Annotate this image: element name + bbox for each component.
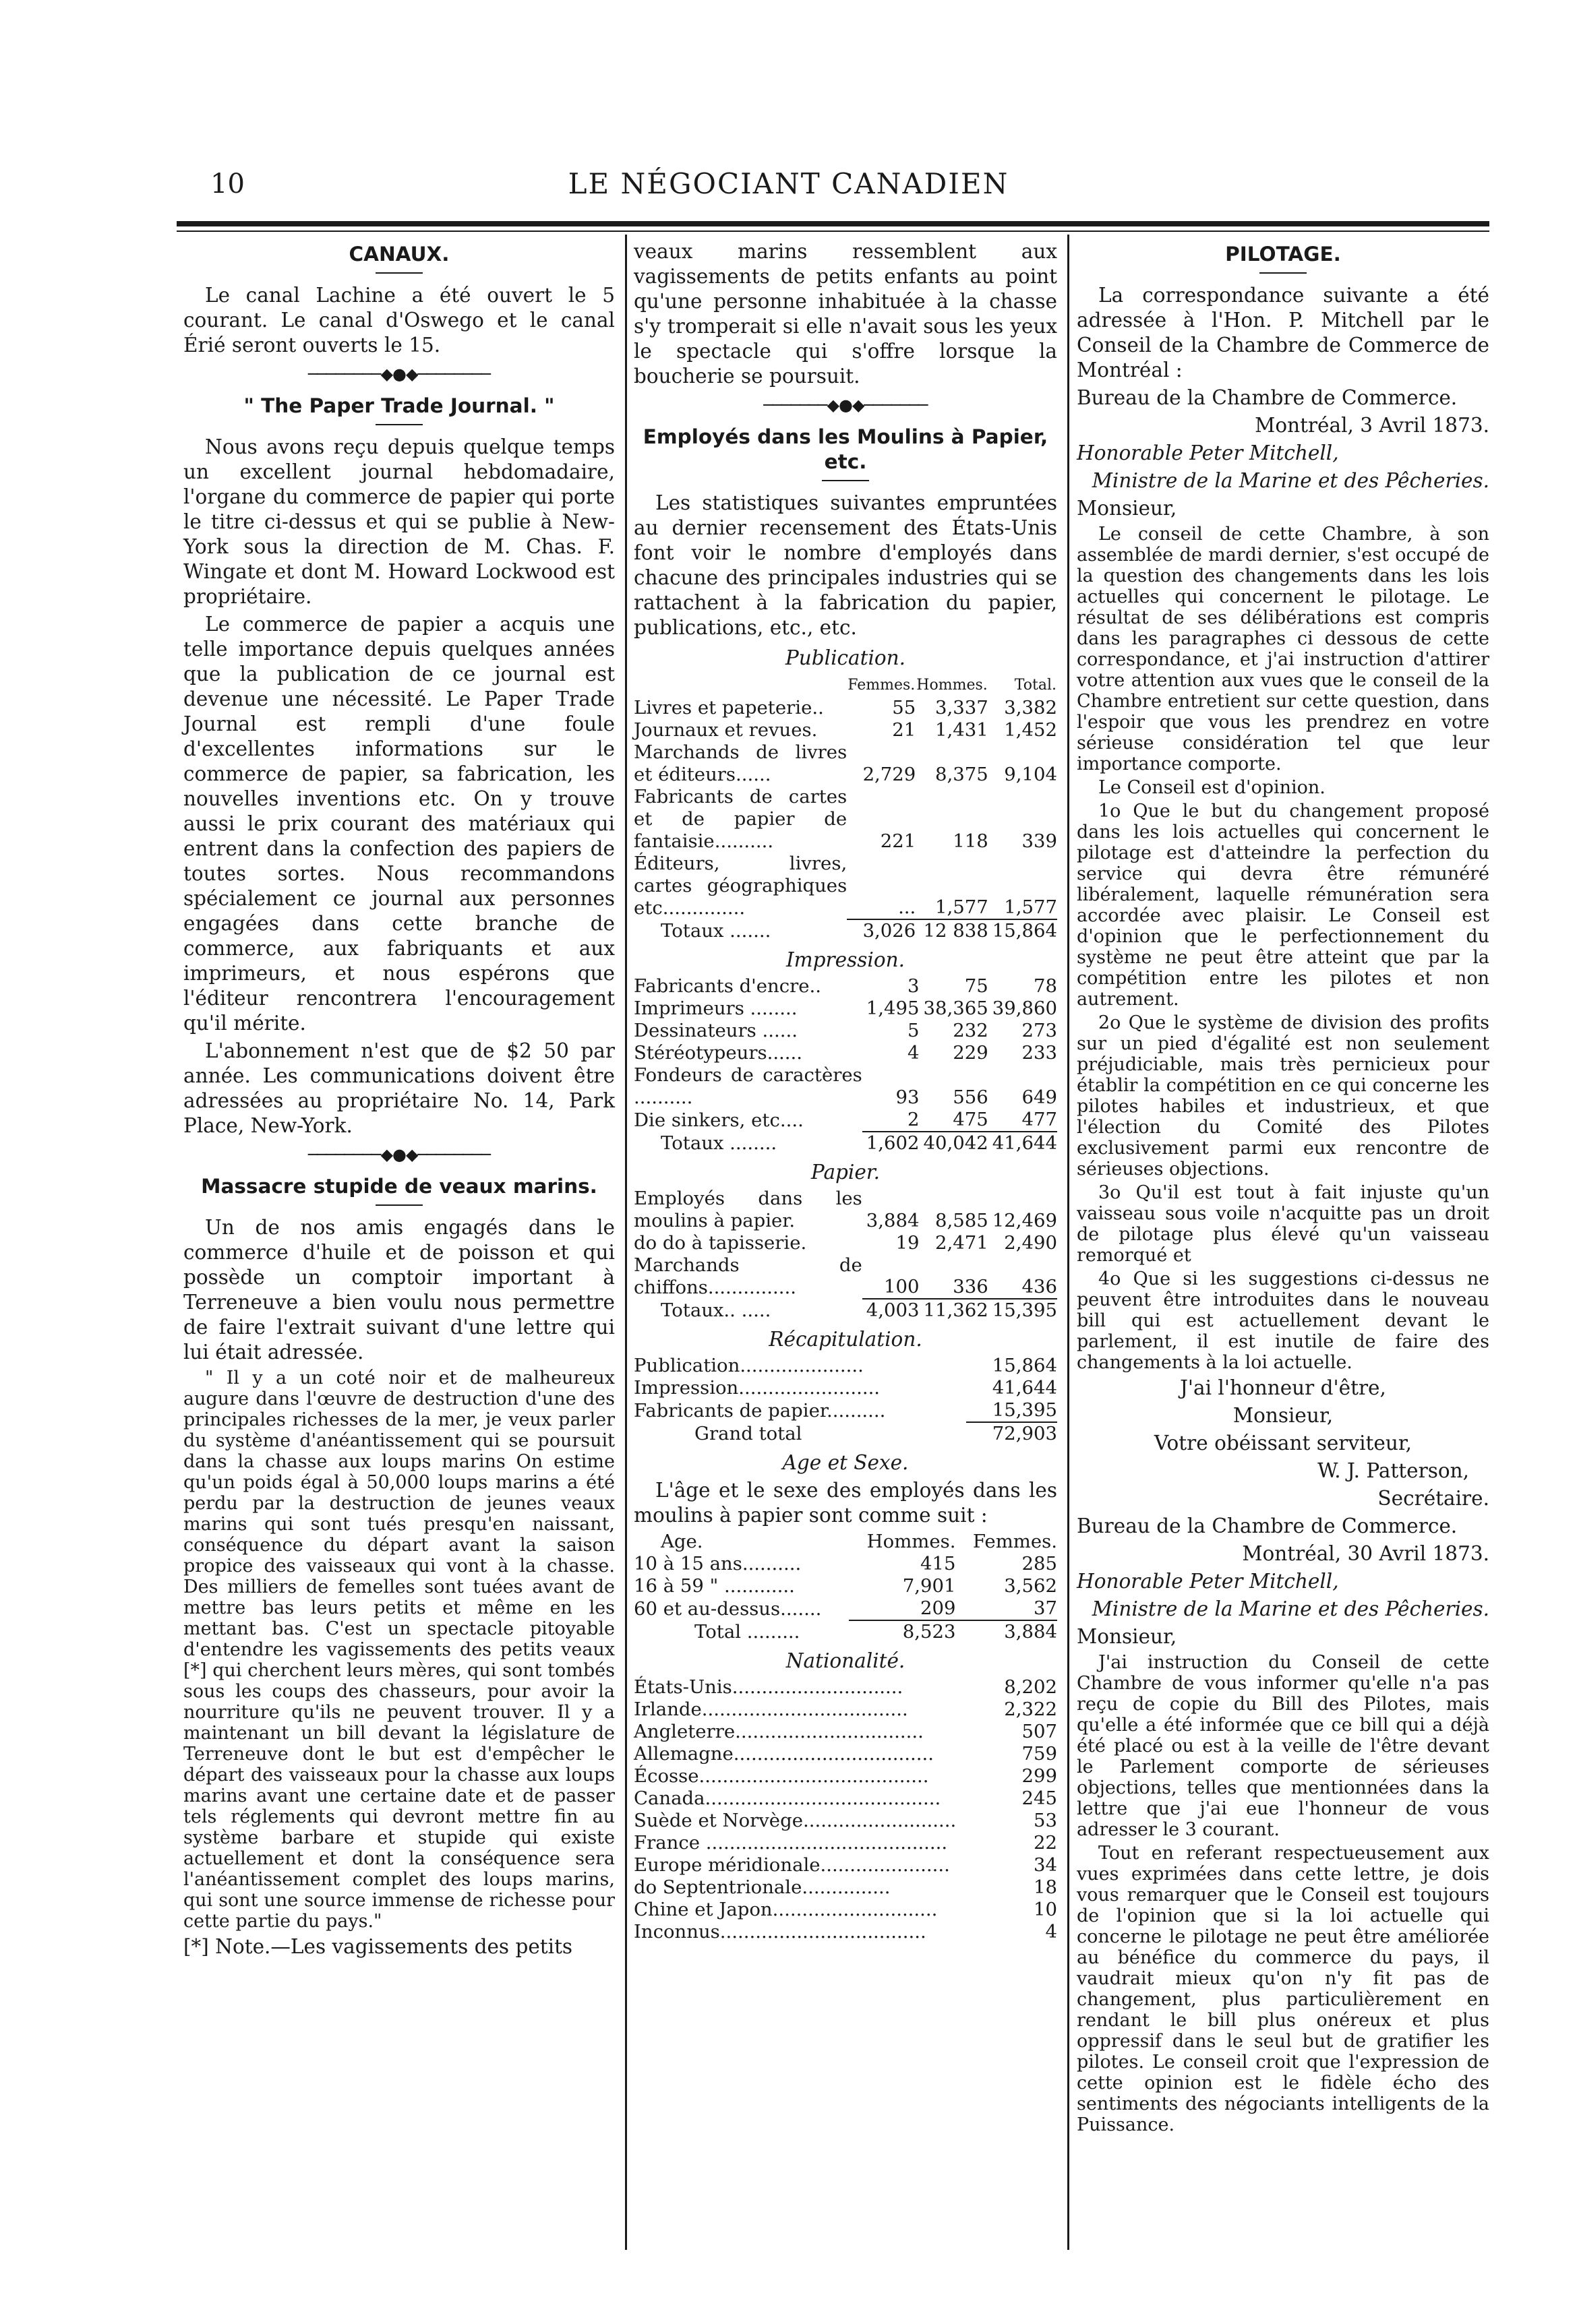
row-label: Marchands de chiffons............... [634, 1254, 862, 1298]
row-value-v: 8,202 [1004, 1676, 1057, 1698]
row-value-h: 229 [953, 1042, 988, 1064]
totals-label: Totaux.. ..... [661, 1299, 771, 1321]
section-nationalite: Nationalité. [785, 1649, 905, 1672]
ptj-paragraph-1: Nous avons reçu depuis quelque temps un excellent journal hebdomadaire, l'organe du commerce de papier qui porte le titre ci-dessus et qui se publie à New-York sous la direction de M. Chas. F. Wingate et dont M. Howard Lockwood est propriétaire. [183, 435, 615, 608]
row-label: 16 à 59 " ............ [634, 1575, 795, 1597]
massacre-title: Massacre stupide de veaux marins. [201, 1175, 597, 1198]
table-row [634, 1699, 1057, 1721]
closing-line: J'ai l'honneur d'être, [1180, 1376, 1386, 1399]
row-value-t: 233 [1021, 1042, 1057, 1064]
age-intro: L'âge et le sexe des employés dans les moulins à papier sont comme suit : [634, 1479, 1057, 1527]
ptj-title: " The Paper Trade Journal. " [243, 394, 555, 417]
table-row [634, 1064, 1057, 1109]
salutation: Monsieur, [1077, 497, 1177, 520]
table-row [634, 1787, 1057, 1810]
table-row [634, 741, 1057, 786]
row-value-h: 336 [953, 1276, 988, 1297]
row-value-f: 5 [907, 1020, 920, 1041]
employes-intro: Les statistiques suivantes empruntées au dernier recensement des États-Unis font voir le nombre d'employés dans chacune des principales industries qui se rattachent à la fabrication du papier, publications, etc., etc. [634, 491, 1057, 639]
age-total-hommes: 8,523 [849, 1620, 955, 1643]
row-value-h: 75 [964, 975, 988, 997]
row-value-t: 1,452 [1004, 719, 1057, 741]
row-label: Publication..................... [634, 1355, 864, 1376]
pilotage-title: PILOTAGE. [1225, 243, 1341, 266]
column-divider-2 [1067, 235, 1069, 2250]
addressee-title: Ministre de la Marine et des Pêcheries. [1092, 1597, 1489, 1620]
continued-text: veaux marins ressemblent aux vagissements de petits enfants au point qu'une personne inhabituée à la chasse s'y tromperait si elle n'avait sous les yeux le spectacle qui s'offre lorsque la boucherie se poursuit. [634, 240, 1057, 388]
row-value-h: 209 [920, 1597, 956, 1619]
section-publication: Publication. [785, 646, 906, 669]
row-value-v: 4 [1045, 1921, 1057, 1943]
col-header-total: Total. [1014, 677, 1057, 694]
bureau-line: Bureau de la Chambre de Commerce. [1077, 1515, 1458, 1537]
row-value-v: 2,322 [1004, 1699, 1057, 1720]
addressee-name: Honorable Peter Mitchell, [1077, 441, 1339, 464]
table-row [634, 1832, 1057, 1854]
row-value-v: 22 [1034, 1832, 1057, 1854]
table-row [634, 1810, 1057, 1832]
total-femmes: 4,003 [862, 1299, 920, 1322]
column-3 [1077, 239, 1489, 2138]
row-label: États-Unis............................. [634, 1676, 903, 1698]
totals-label: Totaux ........ [661, 1132, 777, 1154]
page-number: 10 [210, 169, 245, 200]
row-value-h: 3,337 [935, 697, 988, 718]
row-value-t: 2,490 [1004, 1232, 1057, 1254]
row-value-t: 477 [1021, 1109, 1057, 1130]
row-label: Fabricants d'encre.. [634, 975, 822, 997]
row-value-h: 118 [953, 830, 988, 852]
row-value-v: 15,864 [992, 1355, 1057, 1376]
closing-line: Votre obéissant serviteur, [1154, 1432, 1412, 1455]
papier-table [634, 1188, 1057, 1322]
letter2-paragraph-1: J'ai instruction du Conseil de cette Chambre de vous informer qu'elle n'a pas reçu de copie du Bill des Pilotes, mais qu'elle a été informée que ce bill qui a déjà été placé ou est à la veille de l'être devant le Parlement comporte de sérieuses objections, telles que mentionnées dans la lettre que j'ai eue l'honneur de vous adresser le 3 courant. [1077, 1652, 1489, 1840]
row-label: Fabricants de papier.......... [634, 1400, 886, 1421]
row-value-v: 245 [1021, 1787, 1057, 1809]
row-value-t: 273 [1021, 1020, 1057, 1041]
header-rule-thick [177, 221, 1489, 226]
closing-line: Monsieur, [1232, 1404, 1334, 1427]
row-label: Suède et Norvège.......................... [634, 1810, 957, 1831]
ptj-paragraph-2: Le commerce de papier a acquis une telle importance depuis quelques années que la publication de ce journal est devenue une nécessité. Le Paper Trade Journal est rempli d'une foule d'excellentes informations sur le commerce de papier, sa fabrication, les nouvelles inventions etc. On y trouve aussi le prix courant des matériaux qui entrent dans la confection des papiers de toutes sortes. Nous recommandons spécialement ce journal aux personnes engagées dans cette branche de commerce, aux fabriquants et aux imprimeurs, et nous espérons que l'éditeur rencontrera l'encouragement qu'il mérite. [183, 613, 615, 1035]
row-value-v: 15,395 [992, 1399, 1057, 1421]
pilotage-intro: La correspondance suivante a été adressée à l'Hon. P. Mitchell par le Conseil de la Chambre de Commerce de Montréal : [1077, 284, 1489, 381]
row-label: Marchands de livres et éditeurs...... [634, 741, 847, 785]
total-hommes: 11,362 [920, 1299, 988, 1322]
ornament-divider: ────────◆●◆──────── [307, 365, 491, 384]
table-row [634, 975, 1057, 998]
row-value-f: 3,562 [1004, 1575, 1057, 1597]
row-label: Fondeurs de caractères .......... [634, 1064, 862, 1108]
row-label: Inconnus................................... [634, 1921, 926, 1943]
row-value-h: 475 [953, 1109, 988, 1130]
row-value-t: 39,860 [992, 998, 1057, 1019]
table-row [634, 1876, 1057, 1899]
table-row [634, 1188, 1057, 1232]
row-value-v: 10 [1034, 1899, 1057, 1920]
row-value-f: 21 [892, 719, 916, 741]
row-value-f: 19 [895, 1232, 920, 1254]
row-label: Employés dans les moulins à papier. [634, 1188, 862, 1231]
row-value-h: 556 [953, 1087, 988, 1108]
row-label: Stéréotypeurs...... [634, 1042, 803, 1064]
section-age: Age et Sexe. [782, 1451, 909, 1474]
table-row [634, 697, 1057, 719]
table-row [634, 998, 1057, 1020]
table-row [634, 1020, 1057, 1042]
row-value-t: 9,104 [1004, 764, 1057, 785]
letter1-paragraph-4: 2o Que le système de division des profits sur un pied d'égalité est non seulement préjudiciable, mais très pernicieux pour établir la compétition en ce qui concerne les pilotes habiles et industrieux, et que l'élection du Comité des Pilotes exclusivement parmi eux rencontre de sérieuses objections. [1077, 1012, 1489, 1180]
row-label: Irlande................................... [634, 1699, 908, 1720]
row-value-h: 1,431 [935, 719, 988, 741]
massacre-paragraph-1: Un de nos amis engagés dans le commerce d'huile et de poisson et qui possède un comptoir important à Terreneuve a bien voulu nous permettre de faire l'extrait suivant d'une lettre qui lui était adressée. [183, 1216, 615, 1364]
employes-title: Employés dans les Moulins à Papier, etc. [643, 425, 1048, 473]
row-value-f: 221 [880, 830, 916, 852]
recap-table [634, 1355, 1057, 1445]
row-label: Allemagne.................................. [634, 1743, 934, 1765]
signature-title: Secrétaire. [1377, 1487, 1489, 1510]
ornament-divider: ───────◆●◆─────── [763, 396, 928, 415]
bureau-line: Bureau de la Chambre de Commerce. [1077, 386, 1458, 409]
total-total: 41,644 [988, 1132, 1057, 1155]
table-row [634, 1575, 1057, 1597]
row-value-h: 7,901 [902, 1575, 956, 1597]
column-2 [634, 239, 1057, 1943]
table-row [634, 1232, 1057, 1254]
row-label: Journaux et revues. [634, 719, 818, 741]
row-label: 60 et au-dessus....... [634, 1598, 822, 1620]
table-row [634, 1597, 1057, 1620]
letter2-paragraph-2: Tout en referant respectueusement aux vues exprimées dans cette lettre, je dois vous remarquer que le Conseil est toujours de l'opinion que si la loi actuelle qui concerne le pilotage ne peut être améliorée au bénéfice du commerce du pays, il vaudrait mieux qu'on n'y fit pas de changement, plus particulièrement en rendant le bill plus onéreux et plus oppressif dans le seul but de gratifier les pilotes. Le conseil croit que l'expression de cette opinion est le fidèle écho des sentiments des négociants intelligents de la Puissance. [1077, 1843, 1489, 2135]
row-value-t: 3,382 [1004, 697, 1057, 718]
row-value-t: 1,577 [1004, 896, 1057, 918]
femmes-header: Femmes. [972, 1531, 1057, 1552]
table-row [634, 1765, 1057, 1787]
letter1-paragraph-1: Le conseil de cette Chambre, à son assemblée de mardi dernier, s'est occupé de la question des changements dans les lois actuelles qui concernent le pilotage. Le résultat de ses délibérations est compris dans les paragraphes ci dessous de cette correspondance, et j'ai instruction d'attirer votre attention aux vues que le conseil de la Chambre entretient sur cette question, dans l'espoir que vous les prendrez en votre sérieuse considération tel que leur importance comporte. [1077, 524, 1489, 774]
table-row [634, 786, 1057, 853]
divider [1259, 272, 1307, 274]
total-total: 15,395 [988, 1299, 1057, 1322]
ptj-paragraph-3: L'abonnement n'est que de $2 50 par année. Les communications doivent être adressées au propriétaire No. 14, Park Place, New-York. [183, 1039, 615, 1137]
row-value-v: 34 [1034, 1854, 1057, 1876]
hommes-header: Hommes. [866, 1531, 956, 1552]
nationalite-table [634, 1676, 1057, 1943]
total-hommes: 12 838 [916, 919, 988, 942]
total-hommes: 40,042 [920, 1132, 988, 1155]
row-label: France ......................................... [634, 1832, 948, 1854]
header-rule-thin [177, 231, 1489, 232]
row-label: do Septentrionale............... [634, 1876, 891, 1898]
row-label: Canada........................................ [634, 1787, 941, 1809]
row-value-h: 415 [920, 1553, 956, 1574]
row-label: Europe méridionale...................... [634, 1854, 950, 1876]
row-label: Éditeurs, livres, cartes géographiques etc.............. [634, 853, 847, 919]
col-header-femmes: Femmes. [847, 677, 916, 694]
row-value-v: 18 [1034, 1876, 1057, 1898]
age-header: Age. [661, 1531, 703, 1552]
row-value-v: 41,644 [992, 1377, 1057, 1399]
row-value-f: 3,884 [866, 1210, 920, 1231]
table-row [634, 1355, 1057, 1377]
section-papier: Papier. [810, 1161, 881, 1184]
row-value-h: 1,577 [935, 896, 988, 918]
table-row [634, 1109, 1057, 1132]
row-value-f: 93 [895, 1087, 920, 1108]
table-row [634, 1377, 1057, 1399]
publication-table [634, 673, 1057, 942]
row-label: Dessinateurs ...... [634, 1020, 798, 1041]
row-label: Chine et Japon............................ [634, 1899, 938, 1920]
row-label: Die sinkers, etc.... [634, 1109, 804, 1131]
section-impression: Impression. [786, 948, 905, 971]
row-value-v: 759 [1021, 1743, 1057, 1765]
row-value-t: 436 [1021, 1276, 1057, 1297]
addressee-title: Ministre de la Marine et des Pêcheries. [1092, 469, 1489, 492]
age-total-label: Total ......... [694, 1621, 800, 1643]
row-value-f: 100 [884, 1276, 920, 1297]
total-femmes: 1,602 [862, 1132, 920, 1155]
table-row [634, 1553, 1057, 1575]
table-row [634, 1921, 1057, 1943]
row-value-h: 2,471 [935, 1232, 988, 1254]
signature: W. J. Patterson, [1317, 1459, 1469, 1482]
row-value-f: 37 [1034, 1597, 1057, 1619]
row-value-t: 649 [1021, 1087, 1057, 1108]
table-row [634, 1676, 1057, 1699]
total-total: 15,864 [988, 919, 1057, 942]
row-value-h: 8,585 [935, 1210, 988, 1231]
letter-date: Montréal, 3 Avril 1873. [1255, 414, 1489, 437]
row-value-f: 2 [907, 1109, 920, 1130]
row-value-f: 55 [892, 697, 916, 718]
table-row [634, 1399, 1057, 1422]
table-row [634, 1854, 1057, 1876]
row-value-v: 507 [1021, 1721, 1057, 1742]
table-row [634, 1254, 1057, 1299]
col-header-hommes: Hommes. [916, 677, 988, 694]
total-femmes: 3,026 [847, 919, 916, 942]
row-value-f: 1,495 [866, 998, 920, 1019]
salutation: Monsieur, [1077, 1625, 1177, 1648]
table-row [634, 1042, 1057, 1064]
row-label: Imprimeurs ........ [634, 998, 798, 1019]
row-value-h: 232 [953, 1020, 988, 1041]
row-value-h: 8,375 [935, 764, 988, 785]
row-label: 10 à 15 ans.......... [634, 1553, 802, 1574]
column-1 [183, 239, 615, 1962]
row-value-f: 285 [1021, 1553, 1057, 1574]
letter-date: Montréal, 30 Avril 1873. [1242, 1542, 1489, 1565]
totals-label: Totaux ....... [661, 920, 771, 942]
row-value-f: ... [898, 896, 916, 918]
addressee-name: Honorable Peter Mitchell, [1077, 1570, 1339, 1593]
row-label: Fabricants de cartes et de papier de fantaisie.......... [634, 786, 847, 852]
row-label: Angleterre................................ [634, 1721, 924, 1742]
table-row [634, 1743, 1057, 1765]
row-value-h: 38,365 [923, 998, 988, 1019]
table-row [634, 1721, 1057, 1743]
row-value-v: 53 [1034, 1810, 1057, 1831]
canaux-text: Le canal Lachine a été ouvert le 5 courant. Le canal d'Oswego et le canal Érié seront ouverts le 15. [183, 284, 615, 357]
divider [822, 480, 869, 481]
divider [376, 424, 423, 425]
massacre-note: [*] Note.—Les vagissements des petits [183, 1935, 573, 1958]
impression-table [634, 975, 1057, 1155]
row-value-t: 12,469 [992, 1210, 1057, 1231]
row-value-v: 299 [1021, 1765, 1057, 1787]
row-value-f: 2,729 [862, 764, 916, 785]
grand-total-label: Grand total [694, 1423, 802, 1444]
divider [376, 1204, 423, 1206]
letter1-paragraph-3: 1o Que le but du changement proposé dans les lois actuelles qui concernent le pilotage est d'atteindre la perfection du service qui devra être rémunéré libéralement, laquelle rémunération sera accordée avec plaisir. Le Conseil est d'opinion que le perfectionnement du système ne peut être atteint que par la compétition entre les pilotes et non autrement. [1077, 801, 1489, 1010]
column-divider-1 [625, 235, 627, 2250]
letter1-paragraph-5: 3o Qu'il est tout à fait injuste qu'un vaisseau sous voile n'acquitte pas un droit de pilotage plus élevé qu'un vaisseau remorqué et [1077, 1182, 1489, 1266]
row-value-t: 339 [1021, 830, 1057, 852]
massacre-paragraph-2: " Il y a un coté noir et de malheureux augure dans l'œuvre de destruction d'une des principales richesses de la mer, je veux parler du système d'anéantissement qui se poursuit dans la chasse aux loups marins On estime qu'un poids égal à 50,000 loups marins a été perdu par la destruction de jeunes veaux marins qui sont tués presqu'en naissant, conséquence du départ avant la saison propice des vaisseaux qui vont à la chasse. Des milliers de femelles sont tuées avant de mettre bas leurs petits et même en les mettant bas. C'est un spectacle pitoyable d'entendre les vagissements des petits veaux [*] qui cherchent leurs mères, qui sont tombés sous les coups des chasseurs, pour avoir la nourriture qu'ils ne peuvent trouver. Il y a maintenant un bill devant la législature de Terreneuve dont le but est d'empêcher le départ des vaisseaux pour la chasse aux loups marins avant une certaine date et de passer tels réglements qui devront mettre fin au système barbare et stupide qui existe actuellement et dont la conséquence sera l'anéantissement complet des loups marins, qui sont une source immense de richesse pour cette partie du pays." [183, 1368, 615, 1932]
age-table [634, 1531, 1057, 1643]
table-row [634, 719, 1057, 741]
divider [376, 272, 423, 274]
letter1-paragraph-6: 4o Que si les suggestions ci-dessus ne peuvent être introduites dans le nouveau bill qui est actuellement devant le parlement, il est inutile de faire des changements à la loi actuelle. [1077, 1268, 1489, 1373]
grand-total-value: 72,903 [966, 1422, 1057, 1445]
row-value-f: 4 [907, 1042, 920, 1064]
row-value-t: 78 [1034, 975, 1057, 997]
table-row [634, 853, 1057, 919]
row-label: Écosse....................................... [634, 1765, 929, 1787]
row-label: do do à tapisserie. [634, 1232, 807, 1254]
table-row [634, 1899, 1057, 1921]
running-title: LE NÉGOCIANT CANADIEN [568, 167, 1009, 200]
ornament-divider: ────────◆●◆──────── [307, 1145, 491, 1164]
section-recap: Récapitulation. [769, 1328, 922, 1351]
row-value-f: 3 [907, 975, 920, 997]
canaux-title: CANAUX. [349, 243, 450, 266]
row-label: Livres et papeterie.. [634, 697, 824, 718]
letter1-paragraph-2: Le Conseil est d'opinion. [1098, 777, 1326, 798]
row-label: Impression........................ [634, 1377, 881, 1399]
age-total-femmes: 3,884 [956, 1620, 1058, 1643]
